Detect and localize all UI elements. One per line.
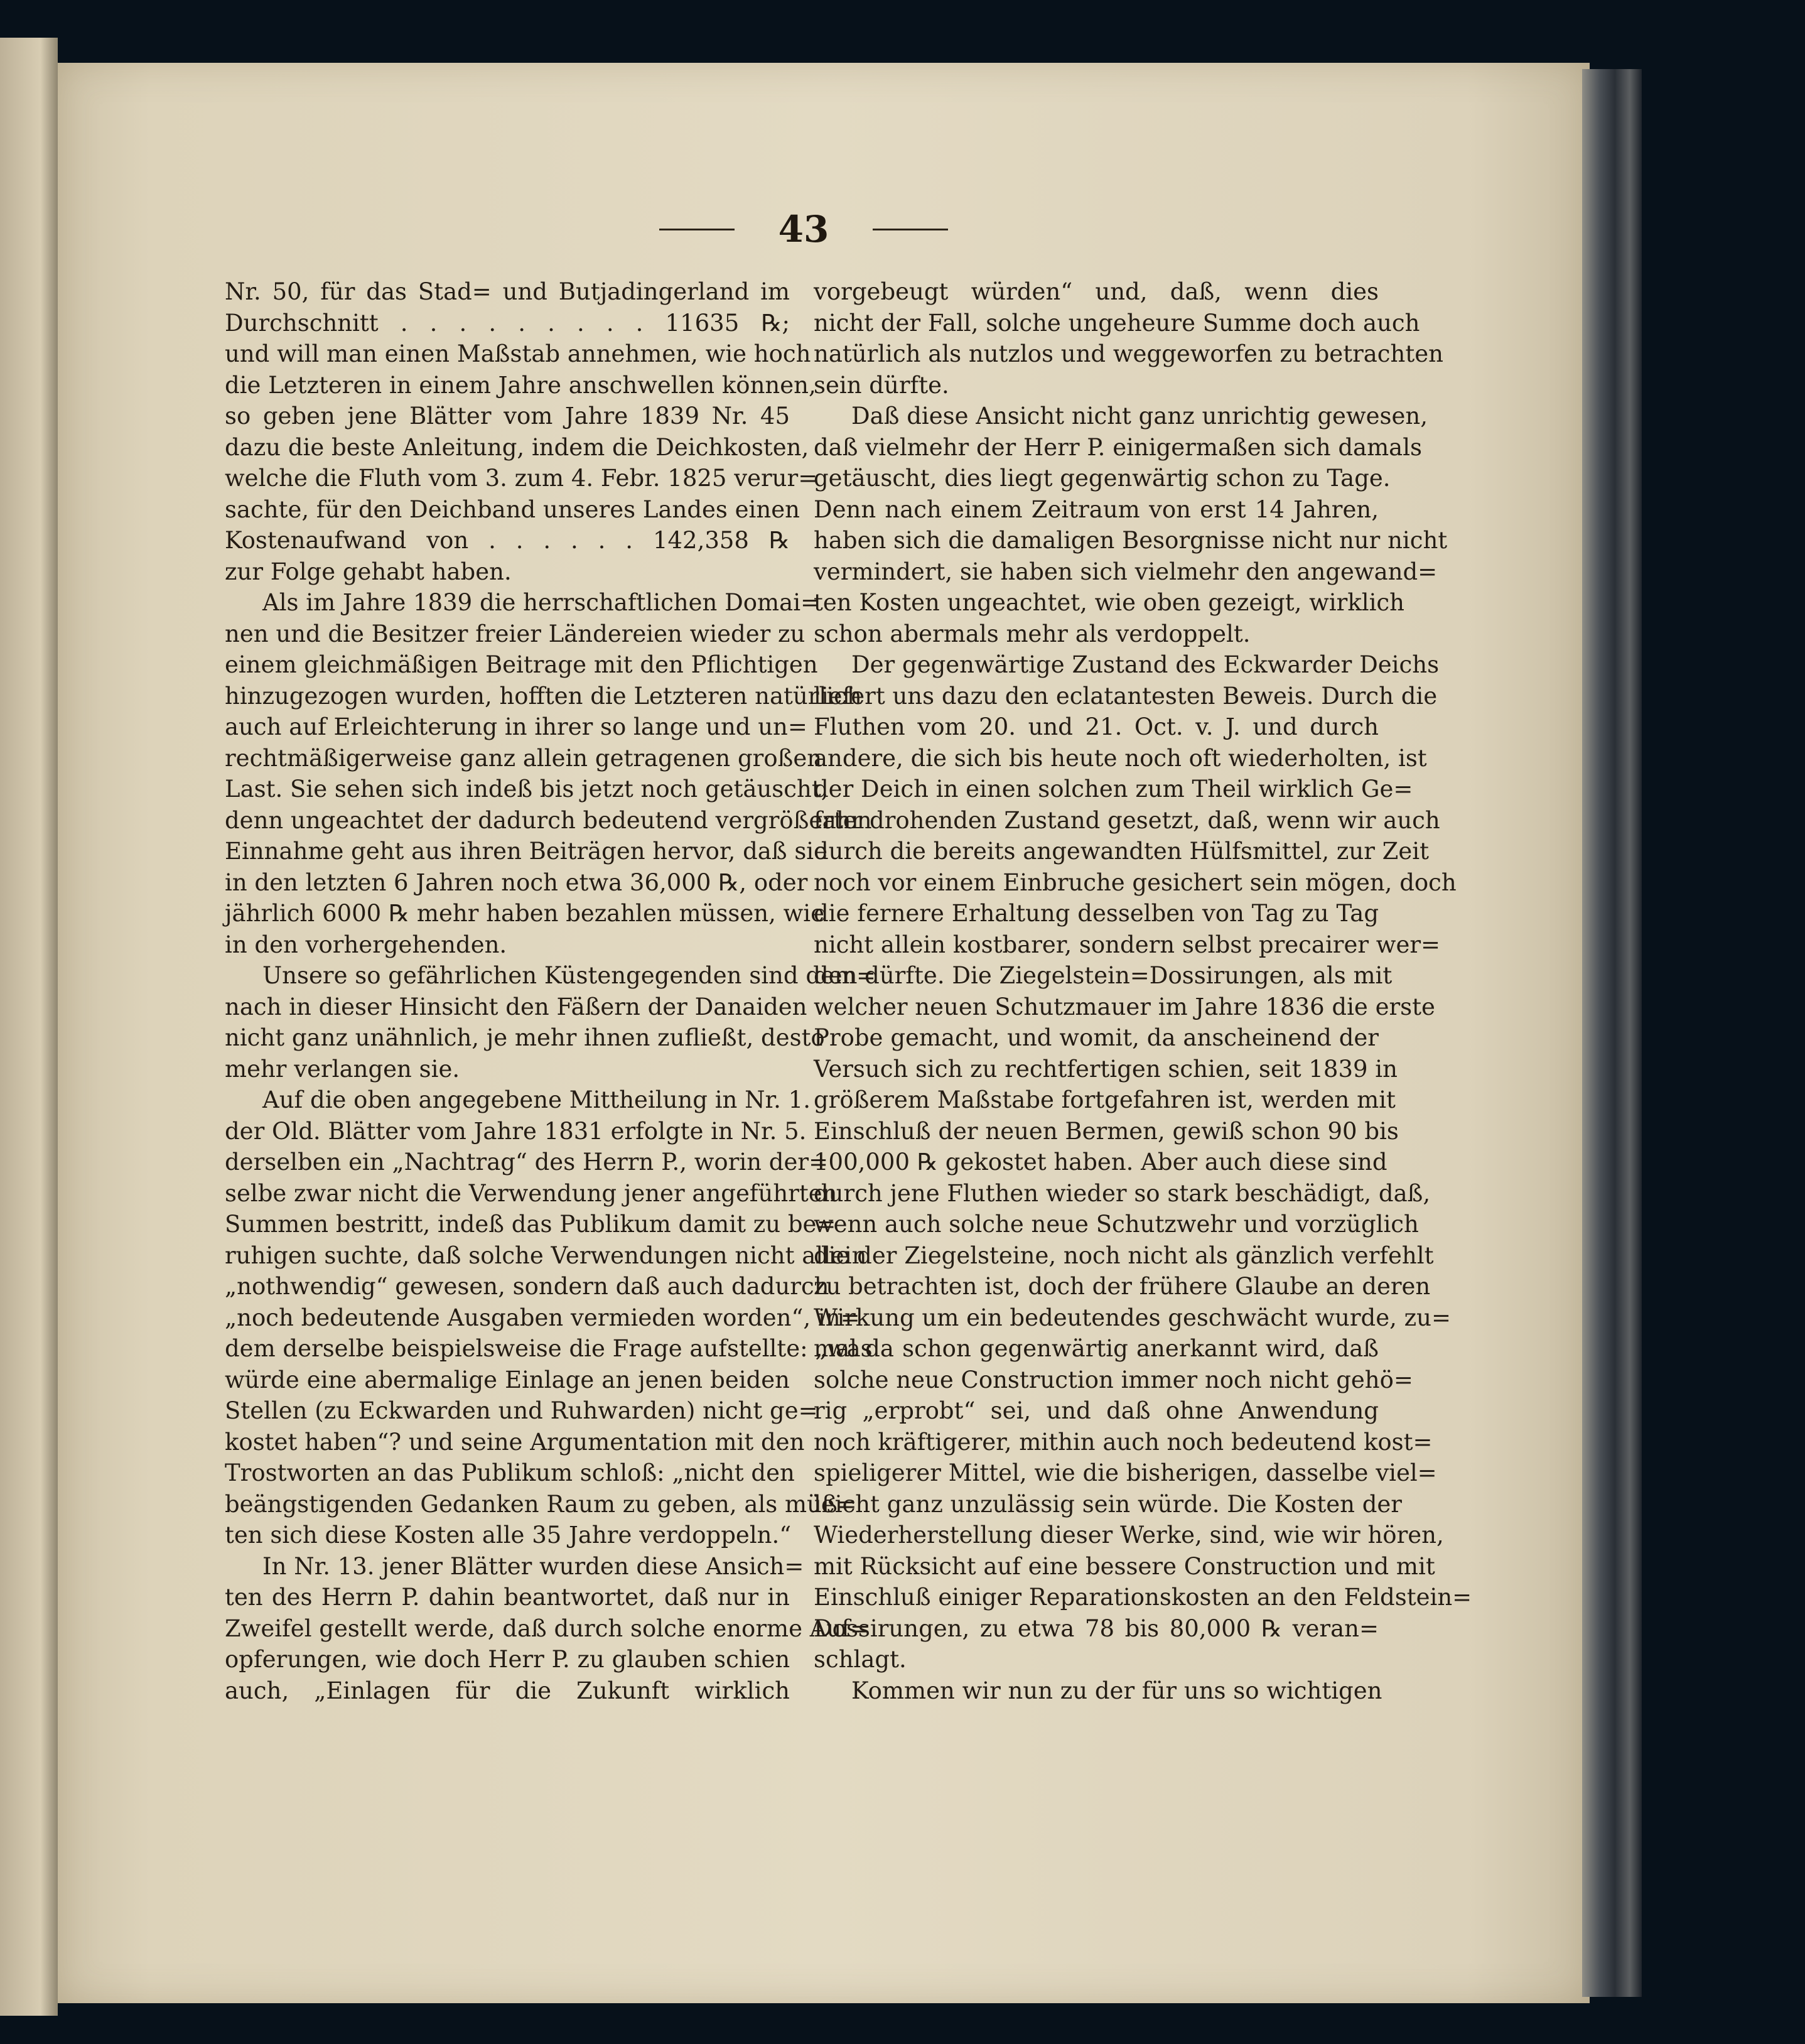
text-line: zu betrachten ist, doch der frühere Glaube an deren: [814, 1273, 1431, 1300]
text-line: sachte, für den Deichband unseres Landes einen: [225, 495, 800, 523]
text-line: der Old. Blätter vom Jahre 1831 erfolgte in Nr. 5.: [225, 1117, 807, 1145]
text-line: Unsere so gefährlichen Küstengegenden sind dem=: [262, 962, 876, 989]
text-line: Durchschnitt . . . . . . . . . 11635 ℞;: [225, 309, 790, 337]
text-line: „noch bedeutende Ausgaben vermieden worden“, in=: [225, 1304, 860, 1331]
text-line: rig „erprobt“ sei, und daß ohne Anwendung: [814, 1397, 1379, 1424]
text-line: Daß diese Ansicht nicht ganz unrichtig gewesen,: [851, 403, 1428, 430]
text-line: zur Folge gehabt haben.: [225, 558, 512, 585]
text-line: dem derselbe beispielsweise die Frage aufstellte: „was: [225, 1335, 873, 1362]
text-line: ruhigen suchte, daß solche Verwendungen nicht allein: [225, 1241, 867, 1269]
text-line: die Letzteren in einem Jahre anschwellen können,: [225, 371, 816, 399]
text-line: haben sich die damaligen Besorgnisse nicht nur nicht: [814, 527, 1448, 554]
right-text-column: [814, 276, 1472, 1706]
text-line: Versuch sich zu rechtfertigen schien, seit 1839 in: [814, 1055, 1398, 1083]
text-line: welcher neuen Schutzmauer im Jahre 1836 die erste: [814, 993, 1435, 1020]
text-line: fahr drohenden Zustand gesetzt, daß, wenn wir auch: [814, 806, 1440, 834]
text-line: Kostenaufwand von . . . . . . 142,358 ℞: [225, 527, 790, 554]
text-line: Einschluß der neuen Bermen, gewiß schon 90 bis: [814, 1117, 1399, 1145]
text-line: noch kräftigerer, mithin auch noch bedeutend kost=: [814, 1428, 1433, 1456]
text-line: Zweifel gestellt werde, daß durch solche enorme Auf=: [225, 1614, 870, 1642]
text-line: mit Rücksicht auf eine bessere Construction und mit: [814, 1552, 1435, 1580]
text-line: Wirkung um ein bedeutendes geschwächt wurde, zu=: [814, 1304, 1451, 1331]
text-line: spieligerer Mittel, wie die bisherigen, dasselbe viel=: [814, 1459, 1437, 1486]
text-line: rechtmäßigerweise ganz allein getragenen großen: [225, 744, 822, 772]
facing-page-edge: [0, 38, 58, 2016]
text-line: auch auf Erleichterung in ihrer so lange und un=: [225, 713, 807, 740]
text-line: ten sich diese Kosten alle 35 Jahre verdoppeln.“: [225, 1522, 792, 1549]
text-line: in den vorhergehenden.: [225, 931, 507, 958]
text-line: ten Kosten ungeachtet, wie oben gezeigt, wirklich: [814, 589, 1404, 616]
text-line: Auf die oben angegebene Mittheilung in Nr. 1.: [262, 1086, 811, 1113]
text-line: Fluthen vom 20. und 21. Oct. v. J. und durch: [814, 713, 1379, 740]
text-line: vermindert, sie haben sich vielmehr den angewand=: [814, 558, 1438, 585]
text-line: daß vielmehr der Herr P. einigermaßen sich damals: [814, 433, 1423, 461]
text-line: größerem Maßstabe fortgefahren ist, werden mit: [814, 1086, 1396, 1113]
text-line: Last. Sie sehen sich indeß bis jetzt noch getäuscht,: [225, 776, 829, 803]
text-line: noch vor einem Einbruche gesichert sein mögen, doch: [814, 868, 1457, 896]
text-line: Summen bestritt, indeß das Publikum damit zu be=: [225, 1211, 836, 1238]
text-line: Probe gemacht, und womit, da anscheinend der: [814, 1024, 1379, 1051]
header-rule-right: [873, 229, 948, 230]
text-line: Stellen (zu Eckwarden und Ruhwarden) nicht ge=: [225, 1397, 818, 1424]
text-line: hinzugezogen wurden, hofften die Letzteren natürlich: [225, 682, 862, 710]
text-line: einem gleichmäßigen Beitrage mit den Pflichtigen: [225, 651, 818, 678]
text-line: 100,000 ℞ gekostet haben. Aber auch diese sind: [814, 1149, 1387, 1176]
text-line: so geben jene Blätter vom Jahre 1839 Nr. 45: [225, 403, 790, 430]
text-line: sein dürfte.: [814, 371, 949, 399]
text-line: auch, „Einlagen für die Zukunft wirklich: [225, 1677, 790, 1704]
text-line: Einnahme geht aus ihren Beiträgen hervor, daß sie: [225, 838, 828, 865]
text-line: Als im Jahre 1839 die herrschaftlichen Domai=: [262, 589, 821, 616]
text-line: schlagt.: [814, 1646, 907, 1673]
text-line: derselben ein „Nachtrag“ des Herrn P., worin der=: [225, 1149, 829, 1176]
page-header: [647, 201, 961, 257]
text-line: welche die Fluth vom 3. zum 4. Febr. 1825 verur=: [225, 465, 818, 492]
text-line: durch jene Fluthen wieder so stark beschädigt, daß,: [814, 1179, 1431, 1207]
text-line: In Nr. 13. jener Blätter wurden diese Ansich=: [262, 1552, 804, 1580]
text-line: denn ungeachtet der dadurch bedeutend vergrößerten: [225, 806, 872, 834]
text-line: die fernere Erhaltung desselben von Tag zu Tag: [814, 900, 1379, 927]
text-line: schon abermals mehr als verdoppelt.: [814, 620, 1251, 647]
book-cover-edge: [1582, 69, 1642, 1997]
text-line: nen und die Besitzer freier Ländereien wieder zu: [225, 620, 806, 647]
text-line: nach in dieser Hinsicht den Fäßern der Danaiden: [225, 993, 807, 1020]
text-line: kostet haben“? und seine Argumentation mit den: [225, 1428, 805, 1456]
text-line: selbe zwar nicht die Verwendung jener angeführten: [225, 1179, 838, 1207]
text-line: in den letzten 6 Jahren noch etwa 36,000 ℞, oder: [225, 868, 808, 896]
text-line: würde eine abermalige Einlage an jenen beiden: [225, 1366, 790, 1393]
text-line: andere, die sich bis heute noch oft wiederholten, ist: [814, 744, 1427, 772]
page-number: 43: [778, 208, 829, 251]
text-line: der Deich in einen solchen zum Theil wirklich Ge=: [814, 776, 1413, 803]
text-line: natürlich als nutzlos und weggeworfen zu betrachten: [814, 340, 1443, 367]
header-rule-left: [659, 229, 735, 230]
text-line: vorgebeugt würden“ und, daß, wenn dies: [814, 278, 1379, 305]
text-line: nicht allein kostbarer, sondern selbst precairer wer=: [814, 931, 1441, 958]
text-line: solche neue Construction immer noch nicht gehö=: [814, 1366, 1413, 1393]
text-line: Der gegenwärtige Zustand des Eckwarder Deichs: [851, 651, 1440, 678]
text-line: mehr verlangen sie.: [225, 1055, 460, 1083]
text-line: jährlich 6000 ℞ mehr haben bezahlen müssen, wie: [225, 900, 825, 927]
text-line: Wiederherstellung dieser Werke, sind, wie wir hören,: [814, 1522, 1444, 1549]
text-line: Einschluß einiger Reparationskosten an den Feldstein=: [814, 1584, 1472, 1611]
text-line: leicht ganz unzulässig sein würde. Die Kosten der: [814, 1490, 1402, 1518]
text-line: Dossirungen, zu etwa 78 bis 80,000 ℞ veran=: [814, 1614, 1379, 1642]
text-line: mal da schon gegenwärtig anerkannt wird, daß: [814, 1335, 1379, 1362]
text-line: und will man einen Maßstab annehmen, wie hoch: [225, 340, 811, 367]
text-line: die der Ziegelsteine, noch nicht als gänzlich verfehlt: [814, 1241, 1434, 1269]
text-line: durch die bereits angewandten Hülfsmittel, zur Zeit: [814, 838, 1429, 865]
text-line: „nothwendig“ gewesen, sondern daß auch dadurch: [225, 1273, 829, 1300]
text-line: liefert uns dazu den eclatantesten Beweis. Durch die: [814, 682, 1438, 710]
text-line: den dürfte. Die Ziegelstein=Dossirungen, als mit: [814, 962, 1393, 989]
text-line: nicht ganz unähnlich, je mehr ihnen zufließt, desto: [225, 1024, 825, 1051]
text-line: opferungen, wie doch Herr P. zu glauben schien: [225, 1646, 790, 1673]
text-line: Denn nach einem Zeitraum von erst 14 Jahren,: [814, 495, 1379, 523]
text-line: Nr. 50, für das Stad= und Butjadingerland im: [225, 278, 790, 305]
text-line: ten des Herrn P. dahin beantwortet, daß nur in: [225, 1584, 790, 1611]
text-line: dazu die beste Anleitung, indem die Deichkosten,: [225, 433, 809, 461]
text-line: beängstigenden Gedanken Raum zu geben, als müß=: [225, 1490, 857, 1518]
text-line: nicht der Fall, solche ungeheure Summe doch auch: [814, 309, 1420, 337]
text-line: wenn auch solche neue Schutzwehr und vorzüglich: [814, 1211, 1419, 1238]
text-line: getäuscht, dies liegt gegenwärtig schon zu Tage.: [814, 465, 1391, 492]
text-line: Trostworten an das Publikum schloß: „nicht den: [225, 1459, 795, 1486]
text-line: Kommen wir nun zu der für uns so wichtigen: [851, 1677, 1382, 1704]
